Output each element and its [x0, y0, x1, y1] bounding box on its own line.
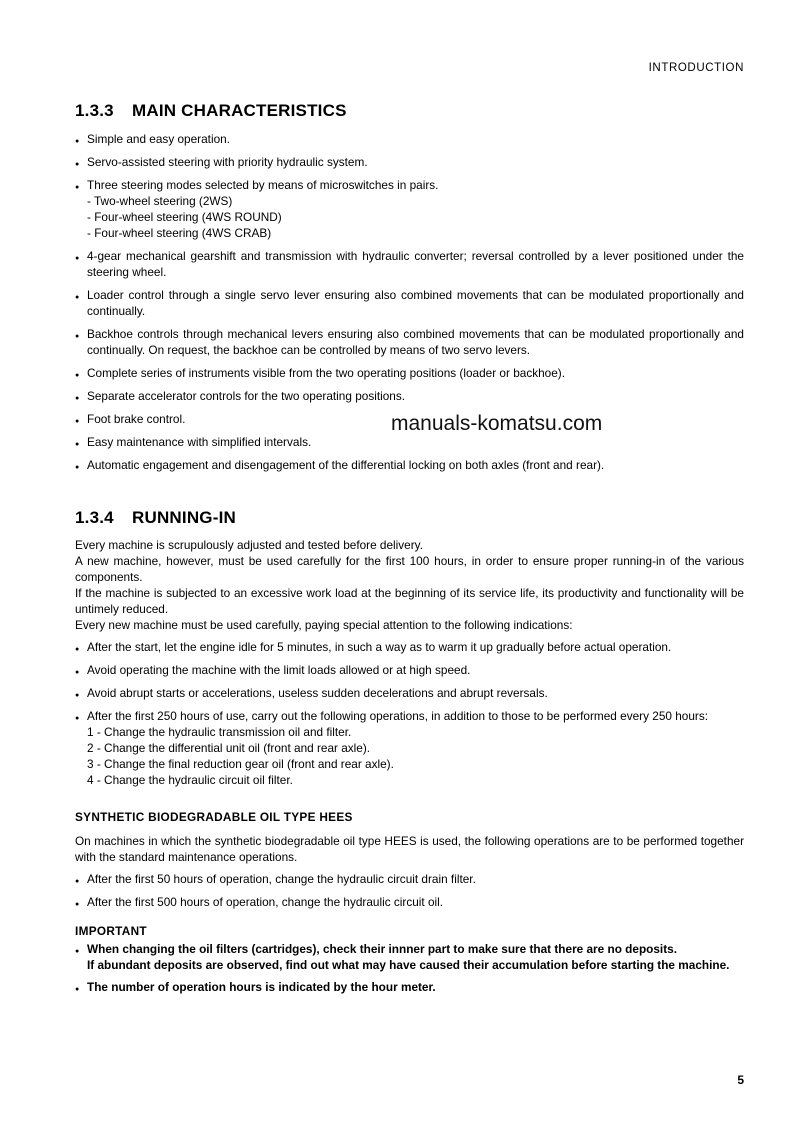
section-heading-main-characteristics	[75, 101, 347, 121]
important-body	[75, 941, 744, 995]
list-item: ● After the first 500 hours of operation, change the hydraulic circuit oil.	[75, 894, 744, 910]
sub-item: - Four-wheel steering (4WS CRAB)	[87, 226, 272, 240]
list-item: ● After the start, let the engine idle for 5 minutes, in such a way as to warm it up gradually before actual operation.	[75, 639, 744, 655]
sub-item: 2 - Change the differential unit oil (front and rear axle).	[87, 741, 371, 755]
sub-item: - Four-wheel steering (4WS ROUND)	[87, 210, 282, 224]
paragraph: If abundant deposits are observed, find out what may have caused their accumulation before starting the machine.	[87, 958, 730, 972]
list-item: ● Easy maintenance with simplified intervals.	[75, 434, 744, 450]
list-item: ● Backhoe controls through mechanical levers ensuring also combined movements that can be modulated proportionally and continually. On request, the backhoe can be controlled by means of two servo levers.	[75, 326, 744, 358]
list-item: ● 4-gear mechanical gearshift and transmission with hydraulic converter; reversal controlled by a lever positioned under the steering wheel.	[75, 248, 744, 280]
list-item: ● Avoid operating the machine with the limit loads allowed or at high speed.	[75, 662, 744, 678]
section-title: MAIN CHARACTERISTICS	[132, 101, 347, 120]
list-item: ● Complete series of instruments visible from the two operating positions (loader or backhoe).	[75, 365, 744, 381]
sub-item: 3 - Change the final reduction gear oil (front and rear axle).	[87, 757, 394, 771]
list-item: ● The number of operation hours is indicated by the hour meter.	[75, 979, 744, 995]
list-item: ● Servo-assisted steering with priority hydraulic system.	[75, 154, 744, 170]
running-header: INTRODUCTION	[648, 62, 744, 74]
list-item: ● Avoid abrupt starts or accelerations, useless sudden decelerations and abrupt reversals.	[75, 685, 744, 701]
sub-item: 4 - Change the hydraulic circuit oil filter.	[87, 773, 293, 787]
running-in-body	[75, 537, 744, 788]
section-number: 1.3.3	[75, 101, 114, 120]
sub-item: 1 - Change the hydraulic transmission oil and filter.	[87, 725, 352, 739]
paragraph: Every new machine must be used carefully, paying special attention to the following indications:	[75, 618, 573, 632]
list-item: ● Three steering modes selected by means of microswitches in pairs. - Two-wheel steering (2WS) - Four-wheel steering (4WS ROUND) - Four-wheel steering (4WS CRAB)	[75, 177, 744, 241]
list-item: ● Separate accelerator controls for the two operating positions.	[75, 388, 744, 404]
list-item: ● Loader control through a single servo lever ensuring also combined movements that can be modulated proportionally and continually.	[75, 287, 744, 319]
paragraph: A new machine, however, must be used carefully for the first 100 hours, in order to ensure proper running-in of the various components.	[75, 554, 744, 584]
list-item: ● Simple and easy operation.	[75, 131, 744, 147]
list-item: ● Automatic engagement and disengagement of the differential locking on both axles (front and rear).	[75, 457, 744, 473]
section-title: RUNNING-IN	[132, 508, 236, 527]
section-heading-running-in	[75, 508, 236, 528]
section-number: 1.3.4	[75, 508, 114, 527]
list-item: ● Foot brake control.	[75, 411, 744, 427]
sub-item: - Two-wheel steering (2WS)	[87, 194, 233, 208]
list-item: ● When changing the oil filters (cartridges), check their innner part to make sure that there are no deposits. If abundant deposits are observed, find out what may have caused their accumulation before starting the machine.	[75, 941, 744, 973]
paragraph: If the machine is subjected to an excessive work load at the beginning of its service life, its productivity and functionality will be untimely reduced.	[75, 586, 744, 616]
list-item: ● After the first 250 hours of use, carry out the following operations, in addition to those to be performed every 250 hours: 1 - Change the hydraulic transmission oil and filter. 2 - Change the differential unit oil (front and rear axle). 3 - Change the final reduction gear oil (front and rear axle). 4 - Change the hydraulic circuit oil filter.	[75, 708, 744, 788]
important-heading: IMPORTANT	[75, 924, 147, 938]
paragraph: On machines in which the synthetic biodegradable oil type HEES is used, the following operations are to be performed together with the standard maintenance operations.	[75, 834, 744, 864]
subsection-heading-hees: SYNTHETIC BIODEGRADABLE OIL TYPE HEES	[75, 810, 353, 824]
hees-body	[75, 833, 744, 910]
list-item: ● After the first 50 hours of operation, change the hydraulic circuit drain filter.	[75, 871, 744, 887]
paragraph: Every machine is scrupulously adjusted and tested before delivery.	[75, 538, 423, 552]
watermark-text: manuals-komatsu.com	[391, 412, 603, 435]
page-number: 5	[737, 1073, 744, 1087]
